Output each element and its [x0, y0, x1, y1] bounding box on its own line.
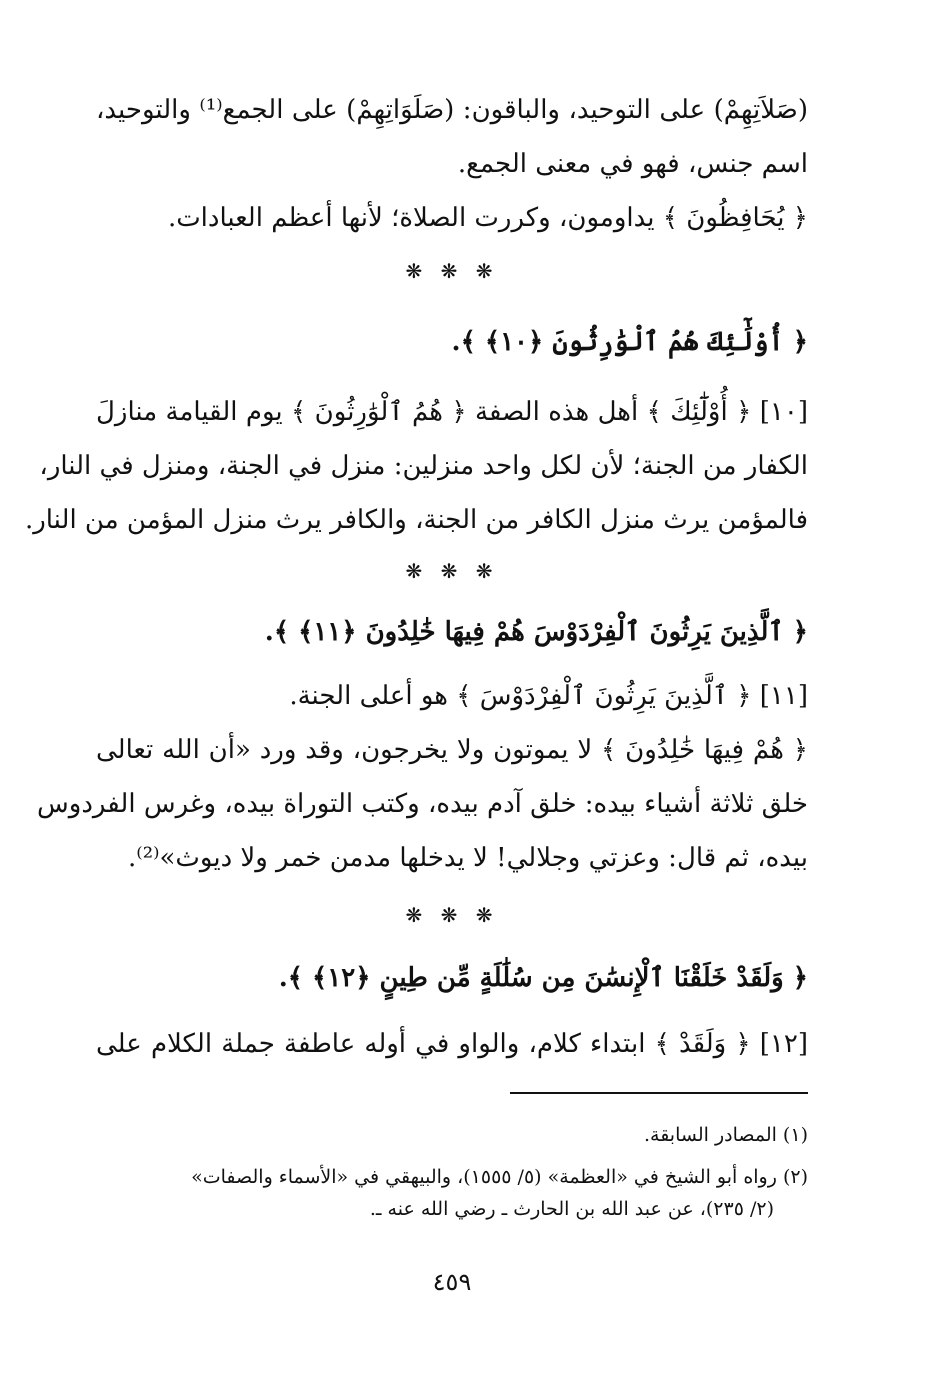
section-separator: ❋ ❋ ❋	[405, 559, 499, 583]
quran-verse: ﴿ أُوْلَٰٓئِكَ هُمُ ٱلْوَٰرِثُونَ ﴿١٠﴾ ﴾.	[451, 327, 808, 357]
text-line: [١٠] ﴿ أُوْلَٰٓئِكَ ﴾ أهل هذه الصفة ﴿ هُمُ ٱلْوَٰرِثُونَ ﴾ يوم القيامة منازلَ	[96, 397, 808, 427]
section-separator: ❋ ❋ ❋	[405, 903, 499, 927]
text-line: فالمؤمن يرث منزل الكافر من الجنة، والكافر يرث منزل المؤمن من النار.	[24, 505, 808, 535]
text-line: اسم جنس، فهو في معنى الجمع.	[457, 149, 808, 179]
footnote: (٢/ ٢٣٥)، عن عبد الله بن الحارث ـ رضي الله عنه ـ.	[369, 1198, 774, 1220]
text-line: خلق ثلاثة أشياء بيده: خلق آدم بيده، وكتب التوراة بيده، وغرس الفردوس	[37, 789, 808, 819]
footnote-rule	[510, 1092, 808, 1094]
text-line: [١١] ﴿ ٱلَّذِينَ يَرِثُونَ ٱلْفِرْدَوْسَ ﴾ هو أعلى الجنة.	[289, 681, 808, 711]
text-line: بيده، ثم قال: وعزتي وجلالي! لا يدخلها مدمن خمر ولا ديوث»⁽²⁾.	[128, 843, 808, 873]
quran-verse: ﴿ وَلَقَدْ خَلَقْنَا ٱلْإِنسَٰنَ مِن سُلَٰلَةٍ مِّن طِينٍ ﴿١٢﴾ ﴾.	[278, 963, 808, 993]
footnote: (١) المصادر السابقة.	[643, 1124, 808, 1146]
quran-verse: ﴿ ٱلَّذِينَ يَرِثُونَ ٱلْفِرْدَوْسَ هُمْ فِيهَا خَٰلِدُونَ ﴿١١﴾ ﴾.	[264, 617, 808, 647]
text-line: (صَلاَتِهِمْ) على التوحيد، والباقون: (صَلَوَاتِهِمْ) على الجمع⁽¹⁾ والتوحيد،	[96, 95, 808, 125]
page-number: ٤٥٩	[432, 1268, 472, 1296]
text-line: ﴿ هُمْ فِيهَا خَٰلِدُونَ ﴾ لا يموتون ولا يخرجون، وقد ورد «أن الله تعالى	[96, 735, 808, 765]
footnote: (٢) رواه أبو الشيخ في «العظمة» (٥/ ١٥٥٥)، والبيهقي في «الأسماء والصفات»	[191, 1166, 808, 1188]
text-line: الكفار من الجنة؛ لأن لكل واحد منزلين: منزل في الجنة، ومنزل في النار،	[39, 451, 808, 481]
book-page	[24, 78, 808, 1338]
section-separator: ❋ ❋ ❋	[405, 259, 499, 283]
text-line: [١٢] ﴿ وَلَقَدْ ﴾ ابتداء كلام، والواو في أوله عاطفة جملة الكلام على	[96, 1029, 808, 1059]
text-line: ﴿ يُحَافِظُونَ ﴾ يداومون، وكررت الصلاة؛ لأنها أعظم العبادات.	[167, 203, 808, 233]
